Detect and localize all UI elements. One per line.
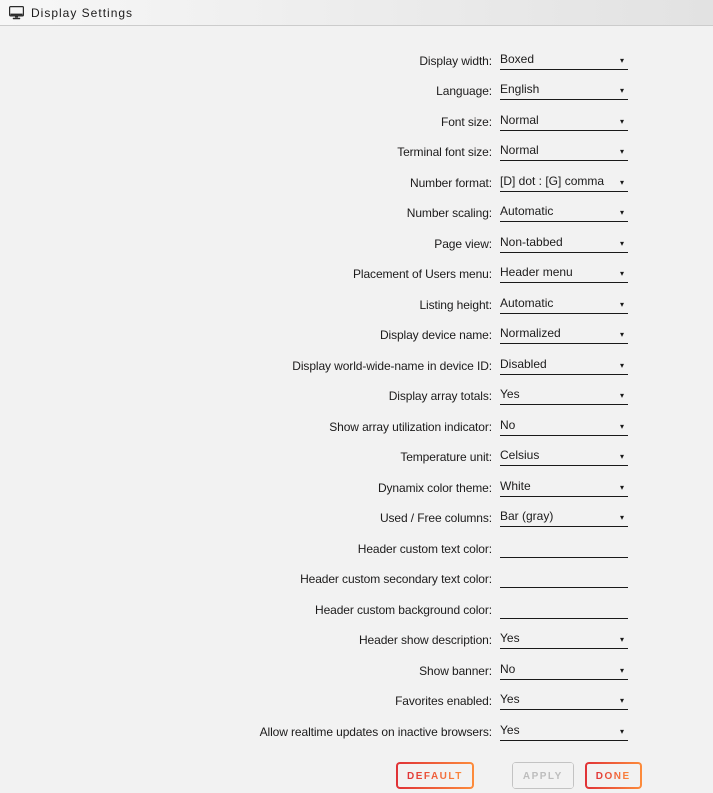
setting-label: Language: (436, 84, 492, 98)
apply-button-label: APPLY (522, 770, 563, 782)
button-row (0, 762, 713, 789)
desktop-monitor-icon (9, 6, 24, 20)
chevron-down-icon: ▾ (619, 513, 624, 522)
chevron-down-icon: ▾ (619, 482, 624, 492)
dynamix-color-theme-select[interactable] (500, 477, 628, 497)
users-menu-placement-select[interactable] (500, 263, 628, 283)
select-value: Disabled (500, 356, 547, 371)
setting-row (0, 230, 713, 261)
language-select[interactable] (500, 80, 628, 100)
setting-label: Display world-wide-name in device ID: (292, 358, 492, 373)
setting-row (0, 627, 713, 658)
setting-row (0, 566, 713, 597)
chevron-down-icon: ▾ (619, 208, 624, 217)
setting-row (0, 200, 713, 231)
chevron-down-icon: ▾ (619, 177, 624, 187)
number-format-select[interactable] (500, 172, 628, 192)
setting-row (0, 474, 713, 505)
done-button-label: DONE (595, 770, 631, 782)
setting-label: Header custom text color: (357, 541, 492, 556)
chevron-down-icon: ▾ (619, 665, 624, 675)
setting-label: Header custom secondary text color: (300, 572, 492, 586)
setting-label: Dynamix color theme: (377, 480, 492, 495)
setting-label: Allow realtime updates on inactive browsers: (259, 724, 492, 739)
chevron-down-icon: ▾ (619, 635, 624, 644)
setting-row (0, 505, 713, 536)
setting-label: Display array totals: (388, 389, 492, 403)
setting-row (0, 688, 713, 719)
setting-row (0, 169, 713, 200)
chevron-down-icon: ▾ (619, 726, 624, 736)
setting-label: Header show description: (358, 633, 492, 647)
default-button-label: DEFAULT (407, 770, 463, 782)
chevron-down-icon: ▾ (619, 55, 624, 65)
page-title: Display Settings (31, 5, 134, 20)
setting-label: Display width: (419, 53, 492, 68)
select-value: Normal (500, 143, 539, 157)
setting-label: Listing height: (419, 297, 492, 312)
page-title-bar (0, 0, 713, 26)
chevron-down-icon: ▾ (619, 360, 624, 370)
setting-row (0, 718, 713, 749)
header-background-color-input[interactable] (500, 599, 628, 619)
header-secondary-text-color-input[interactable] (500, 568, 628, 588)
setting-label: Terminal font size: (397, 145, 492, 159)
select-value: No (500, 417, 516, 432)
array-utilization-indicator-select[interactable] (500, 416, 628, 436)
setting-row (0, 108, 713, 139)
favorites-enabled-select[interactable] (500, 690, 628, 710)
temperature-unit-select[interactable] (500, 446, 628, 466)
setting-row (0, 352, 713, 383)
display-array-totals-select[interactable] (500, 385, 628, 405)
header-show-description-select[interactable] (500, 629, 628, 649)
chevron-down-icon: ▾ (619, 269, 624, 278)
chevron-down-icon: ▾ (619, 391, 624, 400)
setting-row (0, 413, 713, 444)
select-value: Header menu (500, 265, 573, 279)
setting-row (0, 657, 713, 688)
select-value: Normal (500, 112, 539, 127)
select-value: Yes (500, 692, 520, 706)
setting-row (0, 596, 713, 627)
setting-row (0, 261, 713, 292)
chevron-down-icon: ▾ (619, 147, 624, 156)
used-free-columns-select[interactable] (500, 507, 628, 527)
listing-height-select[interactable] (500, 294, 628, 314)
chevron-down-icon: ▾ (619, 116, 624, 126)
display-settings-form (0, 26, 713, 789)
select-value: Boxed (500, 51, 535, 66)
select-value: [D] dot : [G] comma (500, 173, 605, 188)
setting-row (0, 291, 713, 322)
setting-label: Show array utilization indicator: (329, 419, 492, 434)
select-value: English (500, 82, 540, 96)
setting-label: Show banner: (419, 663, 492, 678)
realtime-updates-select[interactable] (500, 721, 628, 741)
chevron-down-icon: ▾ (619, 421, 624, 431)
font-size-select[interactable] (500, 111, 628, 131)
setting-label: Number format: (410, 175, 492, 190)
chevron-down-icon: ▾ (619, 299, 624, 309)
setting-row (0, 444, 713, 475)
chevron-down-icon: ▾ (619, 86, 624, 95)
display-wwn-in-device-id-select[interactable] (500, 355, 628, 375)
select-value: Automatic (500, 204, 554, 218)
show-banner-select[interactable] (500, 660, 628, 680)
setting-row (0, 535, 713, 566)
number-scaling-select[interactable] (500, 202, 628, 222)
select-value: Automatic (500, 295, 554, 310)
setting-label: Number scaling: (406, 206, 492, 220)
chevron-down-icon: ▾ (619, 696, 624, 705)
setting-label: Used / Free columns: (379, 511, 492, 525)
chevron-down-icon: ▾ (619, 238, 624, 248)
select-value: Yes (500, 631, 520, 645)
terminal-font-size-select[interactable] (500, 141, 628, 161)
default-button[interactable] (396, 762, 474, 789)
display-width-select[interactable] (500, 50, 628, 70)
select-value: Normalized (500, 326, 561, 340)
setting-label: Display device name: (379, 328, 492, 342)
setting-row (0, 383, 713, 414)
page-view-select[interactable] (500, 233, 628, 253)
select-value: Celsius (500, 448, 540, 462)
select-value: Bar (gray) (500, 509, 554, 523)
setting-label: Page view: (434, 236, 492, 251)
apply-button[interactable] (512, 762, 574, 789)
setting-row (0, 47, 713, 78)
select-value: Non-tabbed (500, 234, 563, 249)
select-value: Yes (500, 387, 520, 401)
display-device-name-select[interactable] (500, 324, 628, 344)
header-text-color-input[interactable] (500, 538, 628, 558)
chevron-down-icon: ▾ (619, 452, 624, 461)
chevron-down-icon: ▾ (619, 330, 624, 339)
done-button[interactable] (585, 762, 642, 789)
select-value: Yes (500, 722, 520, 737)
setting-label: Font size: (440, 114, 492, 129)
select-value: No (500, 661, 516, 676)
setting-label: Temperature unit: (400, 450, 492, 464)
setting-row (0, 322, 713, 353)
setting-label: Header custom background color: (315, 602, 492, 617)
setting-row (0, 139, 713, 170)
setting-row (0, 78, 713, 109)
select-value: White (500, 478, 531, 493)
setting-label: Placement of Users menu: (353, 267, 492, 281)
setting-label: Favorites enabled: (395, 694, 492, 708)
